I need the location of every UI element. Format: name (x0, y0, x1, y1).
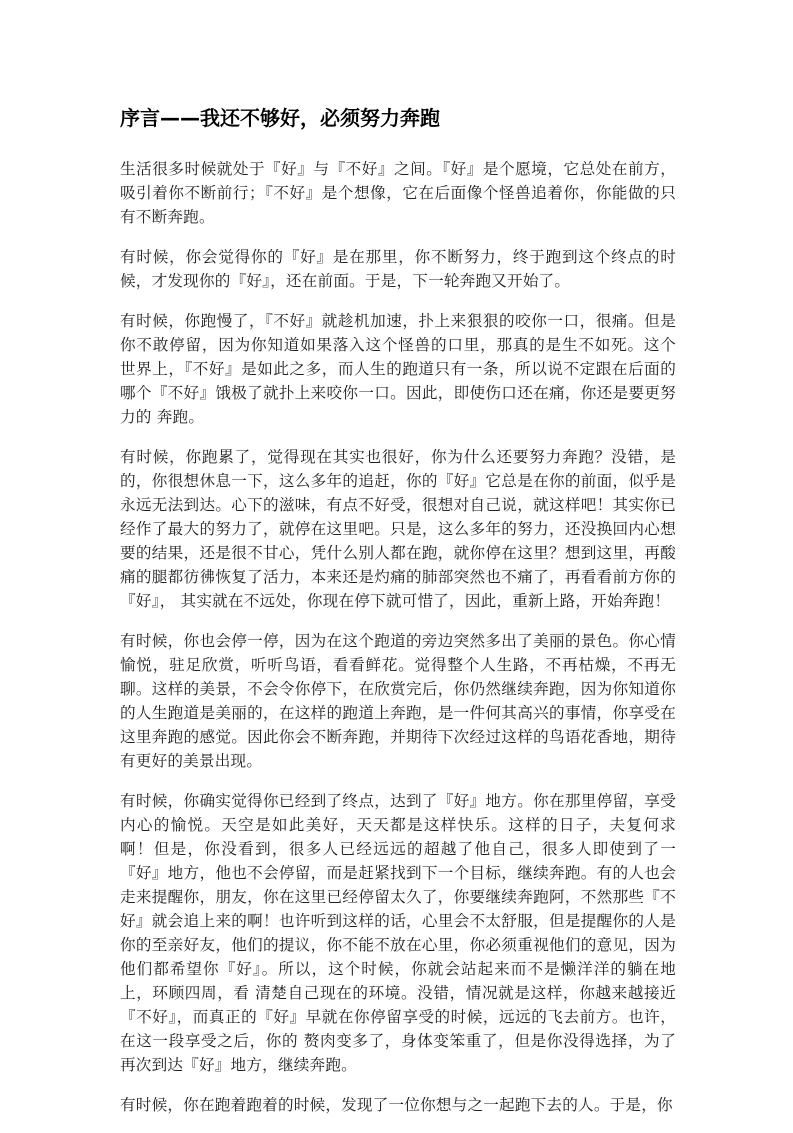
paragraph-running-tired: 有时候，你跑累了，觉得现在其实也很好，你为什么还要努力奔跑？没错，是的，你很想休息一下，这么多年的追赶，你的『好』它总是在你的前面，似乎是 永远无法到达。心下的滋味，有点不好受，很想对自己说，就这样吧！其实你已经作了最大的努力了，就停在这里吧。只是，这么多年的努力，还没换回内心想要的结果，还是很不甘心，凭什么别人都在跑，就你停在这里？想到这里，再酸痛的腿都彷彿恢复了活力，本来还是灼痛的肺部突然也不痛了，再看看前方你的『好』， 其实就在不远处，你现在停下就可惜了，因此，重新上路，开始奔跑！ (120, 448, 676, 610)
paragraph-running-companion: 有时候，你在跑着跑着的时候，发现了一位你想与之一起跑下去的人。于是，你 (120, 1096, 673, 1114)
paragraph-scenery: 有时候，你也会停一停，因为在这个跑道的旁边突然多出了美丽的景色。你心情愉悦，驻足欣赏，听听鸟语，看看鲜花。觉得整个人生路，不再枯燥，不再无 聊。这样的美景，不会令你停下，在欣赏完后，你仍然继续奔跑，因为你知道你的人生跑道是美丽的，在这样的跑道上奔跑，是一件何其高兴的事情，你享受在这里奔跑的感觉。因此你会不断奔跑，并期待下次经过这样的鸟语花香地，期待有更好的美景出现。 (120, 632, 676, 770)
document-title: 序言——我还不够好，必须努力奔跑 (120, 106, 440, 130)
paragraph-reaching-goal: 有时候，你会觉得你的『好』是在那里，你不断努力，终于跑到这个终点的时候，才发现你的『好』，还在前面。于是，下一轮奔跑又开始了。 (120, 248, 676, 290)
paragraph-good-and-bad: 生活很多时候就处于『好』与『不好』之间。『好』是个愿境，它总处在前方，吸引着你不断前行；『不好』是个想像，它在后面像个怪兽追着你，你能做的只有不断奔跑。 (120, 160, 676, 226)
document-page (120, 104, 676, 1133)
paragraph-running-slow: 有时候，你跑慢了，『不好』就趁机加速，扑上来狠狠的咬你一口，很痛。但是你不敢停留，因为你知道如果落入这个怪兽的口里，那真的是生不如死。这个 世界上，『不好』是如此之多，而人生的跑道只有一条，所以说不定跟在后面的哪个『不好』饿极了就扑上来咬你一口。因此，即使伤口还在痛，你还是要更努力的 奔跑。 (120, 312, 676, 426)
paragraph-reaching-good-place: 有时候，你确实觉得你已经到了终点，达到了『好』地方。你在那里停留，享受内心的愉悦。天空是如此美好，天天都是这样快乐。这样的日子，夫复何求 啊！但是，你没看到，很多人已经远远的超越了他自己，很多人即使到了一『好』地方，他也不会停留，而是赶紧找到下一个目标，继续奔跑。有的人也会走来提醒你，朋友，你在这里已经停留太久了，你要继续奔跑阿，不然那些『不好』就会追上来的啊！也许听到这样的话，心里会不太舒服，但是提醒你的人是你的至亲好友，他们的提议，你不能不放在心里，你必须重视他们的意见，因为他们都希望你『好』。所以，这个时候，你就会站起来而不是懒洋洋的躺在地上，环顾四周，看 清楚自己现在的环境。没错，情况就是这样，你越来越接近『不好』，而真正的『好』早就在你停留享受的时候，远远的飞去前方。也许，在这一段享受之后，你的 赘肉变多了，身体变笨重了，但是你没得选择，为了再次到达『好』地方，继续奔跑。 (120, 792, 676, 1074)
